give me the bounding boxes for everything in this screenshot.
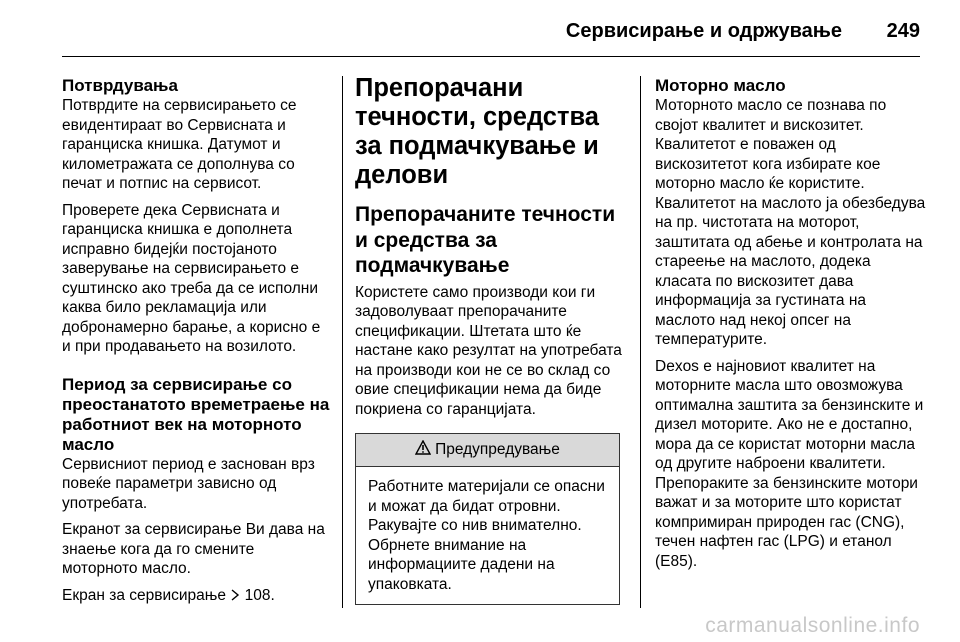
service-display-text: Екран за сервисирање bbox=[62, 586, 227, 604]
fluids-paragraph: Користете само производи кои ги задоволуваат препорачаните спецификации. Штетата што ќе настане како резултат на употребата на производи кои не се во склад со овие спецификации нема да биде покриена со гаранцијата. bbox=[355, 283, 622, 418]
column-middle bbox=[355, 76, 627, 605]
service-period-paragraph-1: Сервисниот период е заснован врз повеќе параметри зависно од употребата. bbox=[62, 455, 315, 512]
warning-body: Работните материјали се опасни и можат да бидат отровни. Ракувајте со нив внимателно. Обрнете внимание на информациите дадени на упаковката. bbox=[368, 478, 605, 593]
service-period-paragraph-3 bbox=[62, 586, 332, 606]
header-divider bbox=[62, 56, 920, 57]
column-divider-2 bbox=[640, 76, 641, 608]
column-left bbox=[62, 76, 332, 605]
watermark: carmanualsonline.info bbox=[705, 614, 920, 637]
engine-oil-paragraph-2: Dexos е најновиот квалитет на моторните масла што овозможува оптимална заштита за бензинските и дизел моторите. Ако не е достапно, мора да се користат моторни масла од другите наброени квалитети. Препораките за бензинските мотори важат и за моторите што користат компримиран природен гас (CNG), течен нафтен гас (LPG) и етанол (E85). bbox=[655, 357, 924, 570]
warning-title: Предупредување bbox=[435, 441, 560, 458]
warning-header bbox=[356, 434, 619, 467]
fluids-subheading: Препорачаните течности и средства за подмачкување bbox=[355, 203, 616, 277]
page-header bbox=[0, 0, 960, 58]
column-divider-1 bbox=[342, 76, 343, 608]
confirmations-paragraph-2: Проверете дека Сервисната и гаранциска книшка е дополнета исправно бидејќи постојаното заверување на сервисирањето е суштинско ако треба да се исполни каква било рекламација или добронамерно барање, а корисно е и при продавањето на возилото. bbox=[62, 201, 321, 355]
warning-triangle-icon bbox=[415, 440, 431, 460]
warning-box bbox=[355, 433, 620, 605]
page-reference-link[interactable]: 108. bbox=[244, 586, 275, 604]
column-right bbox=[655, 76, 930, 571]
page-reference-arrow-icon bbox=[230, 587, 244, 604]
service-period-paragraph-2: Екранот за сервисирање Ви дава на знаење кога да го смените моторното масло. bbox=[62, 521, 325, 577]
running-header-title: Сервисирање и одржување bbox=[565, 20, 842, 42]
engine-oil-paragraph-1: Моторното масло се познава по својот квалитет и вискозитет. Квалитетот е поважен од вискозитетот кога избирате кое моторно масло ќе користите. Квалитетот на маслото ја обезбедува на пр. чистотата на моторот, заштитата од абење и контролата на стареење на маслото, додека класата по вискозитет дава информација за густината на маслото над некој опсег на температурите. bbox=[655, 97, 926, 348]
confirmations-heading: Потврдувања bbox=[62, 76, 178, 95]
confirmations-paragraph-1: Потврдите на сервисирањето се евидентираат во Сервисната и гаранциска книшка. Датумот и километражата се дополнува со печат и потпис на сервисот. bbox=[62, 97, 297, 192]
service-period-heading: Период за сервисирање со преостанатото времетраење на работниот век на моторното масло bbox=[62, 374, 330, 454]
engine-oil-heading: Моторно масло bbox=[655, 76, 786, 95]
main-section-heading: Препорачани течности, средства за подмачкување и делови bbox=[355, 74, 599, 189]
page-number: 249 bbox=[886, 20, 920, 42]
